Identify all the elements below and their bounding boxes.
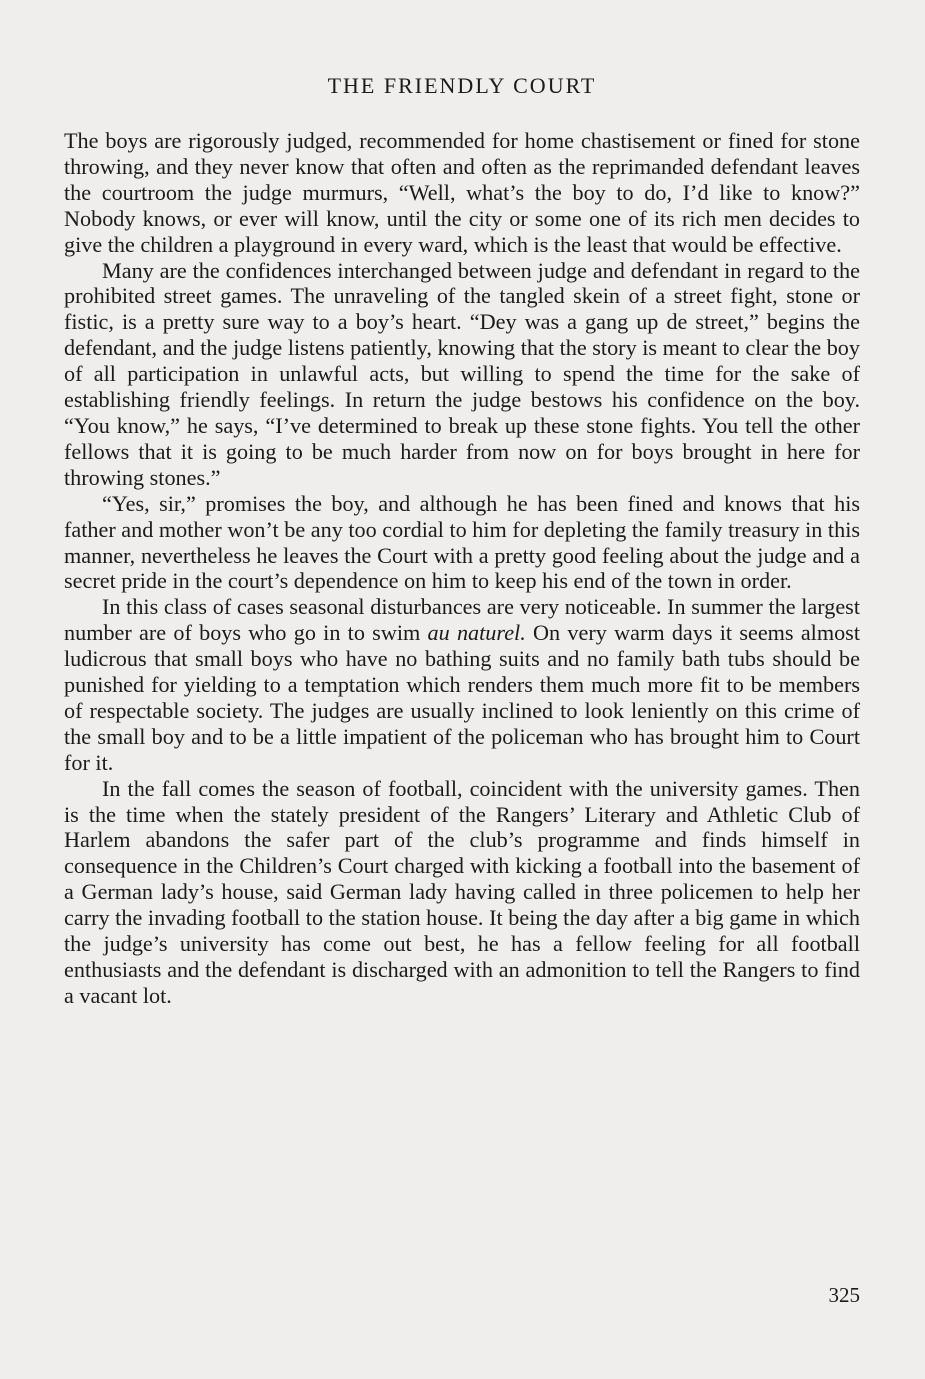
paragraph-3: “Yes, sir,” promises the boy, and although he has been fined and knows that his father and mother won’t be any too cordial to him for depleting the family treasury in this manner, nevertheless he leaves the Court with a pretty good feeling about the judge and a secret pride in the court’s dependence on him to keep his end of the town in order. [64,490,860,594]
paragraph-5: In the fall comes the season of football, coincident with the university games. Then is the time when the stately president of the Rangers’ Literary and Athletic Club of Harlem abandons the safer part of the club’s programme and finds himself in consequence in the Children’s Court charged with kicking a football into the basement of a German lady’s house, said German lady having called in three policemen to help her carry the invading football to the station house. It being the day after a big game in which the judge’s university has come out best, he has a fellow feeling for all football enthusiasts and the defendant is discharged with an admonition to tell the Rangers to find a vacant lot. [64,775,860,1008]
paragraph-4 [64,594,860,775]
body-text [64,128,860,1009]
paragraph-1: The boys are rigorously judged, recommended for home chastisement or fined for stone throwing, and they never know that often and often as the reprimanded defendant leaves the courtroom the judge murmurs, “Well, what’s the boy to do, I’d like to know?” Nobody knows, or ever will know, until the city or some one of its rich men decides to give the children a playground in every ward, which is the least that would be effective. [64,128,860,257]
page-number: 325 [828,1283,860,1307]
paragraph-4-part-1: In this class of cases seasonal disturbances are very noticeable. In summer the largest number are of boys who go in to swim [64,594,860,646]
book-page [64,0,860,1379]
running-head: THE FRIENDLY COURT [327,73,597,98]
paragraph-4-italic-phrase: au naturel. [427,620,526,646]
paragraph-4-part-2: On very warm days it seems almost ludicrous that small boys who have no bathing suits and no family bath tubs should be punished for yielding to a temptation which renders them much more fit to be members of respectable society. The judges are usually inclined to look leniently on this crime of the small boy and to be a little impatient of the policeman who has brought him to Court for it. [64,620,860,775]
paragraph-2: Many are the confidences interchanged between judge and defendant in regard to the prohibited street games. The unraveling of the tangled skein of a street fight, stone or fistic, is a pretty sure way to a boy’s heart. “Dey was a gang up de street,” begins the defendant, and the judge listens patiently, knowing that the story is meant to clear the boy of all participation in unlawful acts, but willing to spend the time for the sake of establishing friendly feelings. In return the judge bestows his confidence on the boy. “You know,” he says, “I’ve determined to break up these stone fights. You tell the other fellows that it is going to be much harder from now on for boys brought in here for throwing stones.” [64,257,860,490]
